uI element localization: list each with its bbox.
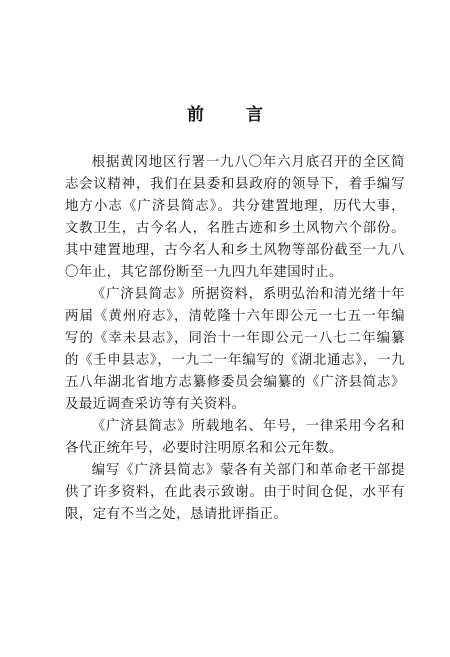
- paragraph-3: 《广济县简志》所载地名、年号，一律采用今名和各代正统年号，必要时注明原名和公元年数。: [65, 419, 405, 456]
- page-title: 前 言: [187, 105, 281, 125]
- paragraph-4: 编写《广济县简志》蒙各有关部门和革命老干部提供了许多资料，在此表示致谢。由于时间仓促，水平有限，定有不当之处，恳请批评指正。: [65, 463, 405, 522]
- paragraph-2: 《广济县简志》所据资料，系明弘治和清光绪十年两届《黄州府志》，清乾隆十六年即公元一七五一年编写的《幸未县志》，同治十一年即公元一八七二年编纂的《壬申县志》，一九二一年编写的《湖北通志》，一九五八年湖北省地方志纂修委员会编纂的《广济县简志》及最近调查采访等有关资料。: [65, 287, 405, 412]
- paragraph-1: 根据黄冈地区行署一九八〇年六月底召开的全区简志会议精神，我们在县委和县政府的领导下，着手编写地方小志《广济县简志》。共分建置地理，历代大事，文教卫生，古今名人，名胜古迹和乡土风物六个部份。其中建置地理，古今名人和乡土风物等部份截至一九八〇年止，其它部份断至一九四九年建国时止。: [65, 155, 405, 280]
- preface-body: [65, 152, 405, 526]
